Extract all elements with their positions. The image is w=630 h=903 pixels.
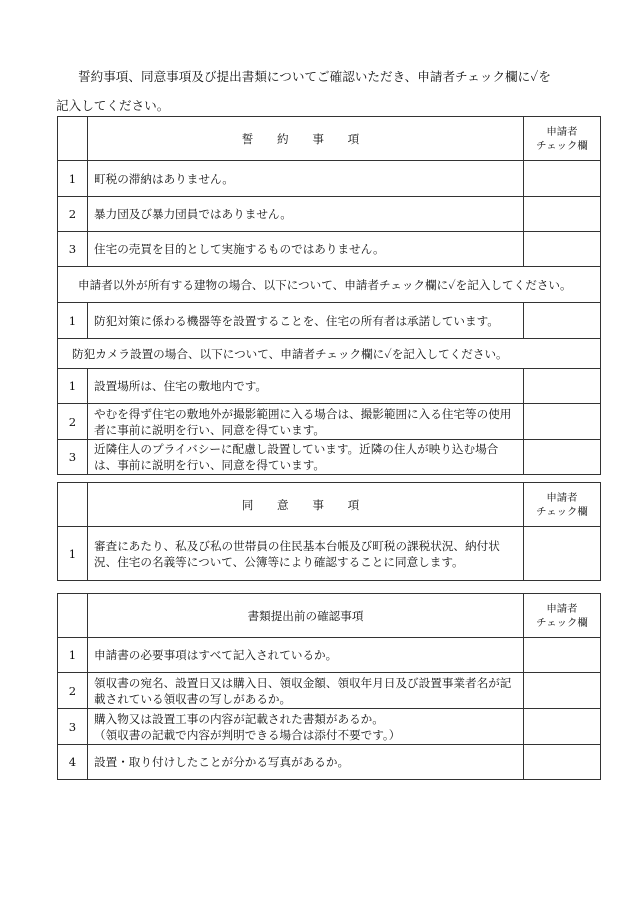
- item-text: 設置・取り付けしたことが分かる写真があるか。: [88, 745, 524, 780]
- check-box[interactable]: [524, 232, 601, 267]
- check-header-line-2: チェック欄: [536, 139, 588, 152]
- item-number: 3: [58, 709, 88, 745]
- table-row: [58, 745, 601, 780]
- check-box[interactable]: [524, 673, 601, 709]
- table-row: [58, 369, 601, 404]
- check-box[interactable]: [524, 161, 601, 197]
- table-row: [58, 161, 601, 197]
- item-number: 1: [58, 369, 88, 404]
- check-header-line-1: 申請者: [546, 125, 578, 138]
- item-text: 申請書の必要事項はすべて記入されているか。: [88, 638, 524, 673]
- check-header-line-1: 申請者: [546, 491, 578, 504]
- check-header-line-1: 申請者: [546, 602, 578, 615]
- check-header: [524, 483, 601, 527]
- item-text: 防犯対策に係わる機器等を設置することを、住宅の所有者は承諾しています。: [88, 303, 524, 339]
- pledge-title: [88, 117, 524, 161]
- item-number: 3: [58, 440, 88, 475]
- table-row: [58, 440, 601, 475]
- item-text: やむを得ず住宅の敷地外が撮影範囲に入る場合は、撮影範囲に入る住宅等の使用者に事前に説明を行い、同意を得ています。: [88, 404, 524, 440]
- documents-header-row: [58, 594, 601, 638]
- check-box[interactable]: [524, 527, 601, 581]
- header-number-cell: [58, 594, 88, 638]
- header-number-cell: [58, 483, 88, 527]
- item-number: 1: [58, 303, 88, 339]
- check-box[interactable]: [524, 404, 601, 440]
- intro-line-2: 記入してください。: [56, 98, 170, 113]
- item-number: 2: [58, 197, 88, 232]
- pledge-header-row: [58, 117, 601, 161]
- item-text-note: （領収書の記載で内容が判明できる場合は添付不要です。）: [94, 727, 401, 742]
- check-header-line-2: チェック欄: [536, 616, 588, 629]
- item-text: 近隣住人のプライバシーに配慮し設置しています。近隣の住人が映り込む場合は、事前に説明を行い、同意を得ています。: [88, 440, 524, 475]
- owner-note-row: [58, 267, 601, 303]
- owner-note: 申請者以外が所有する建物の場合、以下について、申請者チェック欄に✓を記入してください。: [58, 267, 601, 303]
- documents-table: [57, 593, 601, 780]
- table-row: [58, 638, 601, 673]
- consent-title: [88, 483, 524, 527]
- check-header: [524, 594, 601, 638]
- documents-title: 書類提出前の確認事項: [88, 594, 524, 638]
- check-box[interactable]: [524, 197, 601, 232]
- check-header-line-2: チェック欄: [536, 505, 588, 518]
- item-text: [88, 709, 524, 745]
- table-row: [58, 303, 601, 339]
- table-row: [58, 673, 601, 709]
- camera-note-row: [58, 339, 601, 369]
- check-box[interactable]: [524, 745, 601, 780]
- item-text: 領収書の宛名、設置日又は購入日、領収金額、領収年月日及び設置事業者名が記載されている領収書の写しがあるか。: [88, 673, 524, 709]
- item-number: 1: [58, 527, 88, 581]
- table-row: [58, 709, 601, 745]
- check-box[interactable]: [524, 638, 601, 673]
- item-text: 暴力団及び暴力団員ではありません。: [88, 197, 524, 232]
- item-number: 1: [58, 161, 88, 197]
- pledge-title-text: 誓 約 事 項: [241, 131, 370, 146]
- table-row: [58, 404, 601, 440]
- consent-table: [57, 482, 601, 581]
- check-box[interactable]: [524, 440, 601, 475]
- check-box[interactable]: [524, 303, 601, 339]
- check-box[interactable]: [524, 369, 601, 404]
- item-text-main: 購入物又は設置工事の内容が記載された書類があるか。: [94, 711, 384, 726]
- consent-header-row: [58, 483, 601, 527]
- item-text: 住宅の売買を目的として実施するものではありません。: [88, 232, 524, 267]
- table-row: [58, 197, 601, 232]
- item-number: 1: [58, 638, 88, 673]
- intro-text: [56, 62, 596, 120]
- table-row: [58, 232, 601, 267]
- pledge-table: [57, 116, 601, 475]
- item-number: 3: [58, 232, 88, 267]
- check-header: [524, 117, 601, 161]
- check-box[interactable]: [524, 709, 601, 745]
- camera-note: 防犯カメラ設置の場合、以下について、申請者チェック欄に✓を記入してください。: [58, 339, 601, 369]
- item-text: 町税の滞納はありません。: [88, 161, 524, 197]
- item-number: 4: [58, 745, 88, 780]
- item-number: 2: [58, 673, 88, 709]
- item-number: 2: [58, 404, 88, 440]
- table-row: [58, 527, 601, 581]
- header-number-cell: [58, 117, 88, 161]
- consent-title-text: 同 意 事 項: [241, 497, 370, 512]
- item-text: 審査にあたり、私及び私の世帯員の住民基本台帳及び町税の課税状況、納付状況、住宅の名義等について、公簿等により確認することに同意します。: [88, 527, 524, 581]
- intro-line-1: 誓約事項、同意事項及び提出書類についてご確認いただき、申請者チェック欄に✓を: [78, 69, 551, 84]
- item-text: 設置場所は、住宅の敷地内です。: [88, 369, 524, 404]
